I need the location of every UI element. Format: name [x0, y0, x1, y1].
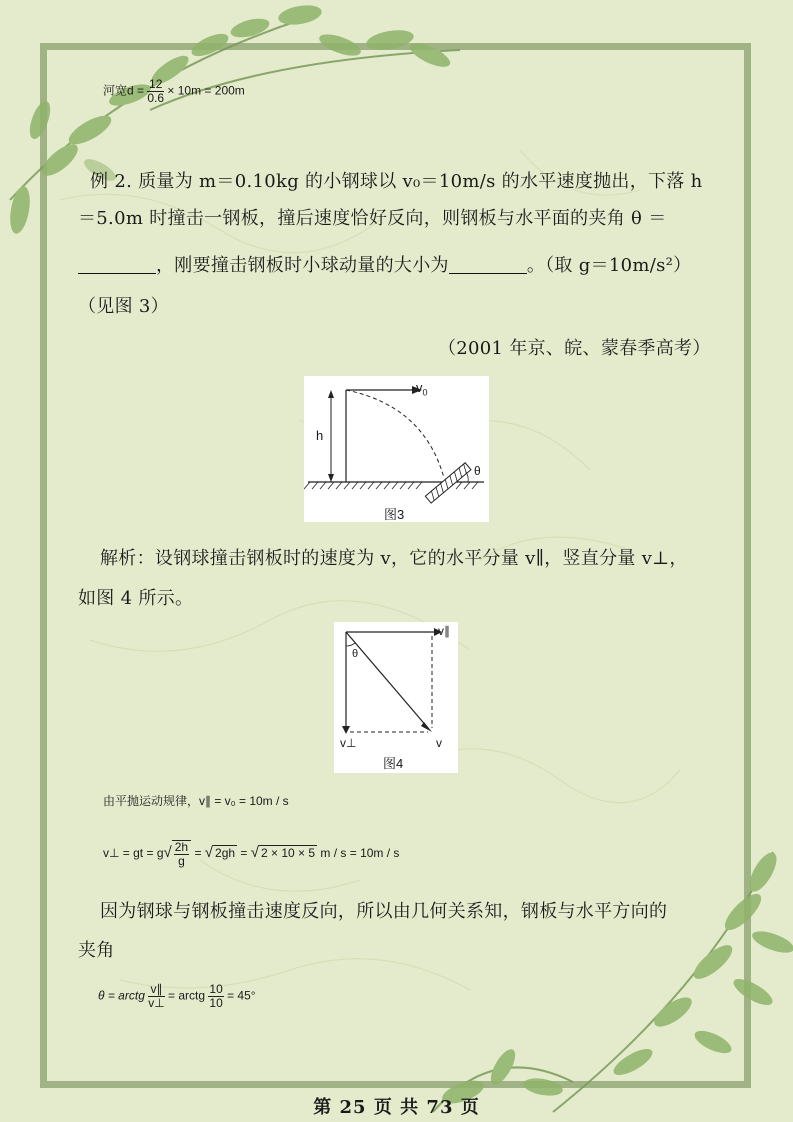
figure-4-caption: 图4: [383, 756, 404, 771]
fraction: $\frac{10}{10}$: [209, 982, 223, 1010]
example-source: （2001 年京、皖、蒙春季高考）: [438, 338, 711, 359]
figure-4-diagram: [334, 622, 458, 773]
leaves-bottom-right-decoration: [373, 842, 793, 1122]
analysis-line-2: 如图 4 所示。: [78, 588, 194, 609]
answer-blank-2[interactable]: [449, 255, 527, 274]
answer-blank-1[interactable]: [78, 255, 156, 274]
figure-3: [304, 376, 489, 522]
formula-angle: θ = arctg $\frac{v\parallel}{v\perp}$ = arctg $\frac{10}{10}$ = 45°: [98, 982, 256, 1010]
figure-3-caption: 图3: [384, 507, 405, 522]
fraction: $\frac{12}{0.6}$: [147, 77, 165, 105]
label-v-parallel: v∥: [438, 624, 450, 638]
formula-prefix: 河宽d =: [103, 83, 145, 98]
label-theta-3: θ: [474, 464, 481, 478]
analysis-line-1: 解析：设钢球撞击钢板时的速度为 v，它的水平分量 v∥，竖直分量 v⊥，: [100, 548, 688, 569]
label-h: h: [316, 428, 324, 443]
example-line-3: ，刚要撞击钢板时小球动量的大小为 。（取 g＝10m/s²）: [78, 247, 691, 284]
fraction: $\frac{2h}{g}$: [172, 840, 191, 868]
figure-3-diagram: [304, 376, 489, 522]
conclusion-line-1: 因为钢球与钢板撞击速度反向，所以由几何关系知，钢板与水平方向的: [100, 901, 668, 922]
current-page-number: 25: [339, 1097, 367, 1118]
label-v0: $v_0$: [416, 380, 428, 398]
figure-4: [334, 622, 458, 773]
formula-river-width: [103, 78, 245, 105]
label-v-perp: v⊥: [340, 736, 357, 750]
example-line-4: （见图 3）: [78, 296, 169, 317]
example-line-2: ＝5.0m 时撞击一钢板，撞后速度恰好反向，则钢板与水平面的夹角 θ ＝: [78, 208, 667, 229]
label-v: v: [436, 736, 442, 750]
label-theta-4: θ: [352, 648, 359, 660]
fraction: $\frac{v\parallel}{v\perp}$: [148, 982, 165, 1010]
formula-vertical-velocity: v⊥ = gt = g√ $\frac{2h}{g}$ = √ 2gh = √ 2 × 10 × 5 m / s = 10m / s: [103, 840, 400, 868]
page-footer: 第 25 页 共 73 页: [313, 1097, 480, 1118]
total-page-count: 73: [426, 1097, 454, 1118]
formula-horizontal-velocity: 由平抛运动规律，v∥ = v₀ = 10m / s: [103, 794, 289, 808]
conclusion-line-2: 夹角: [78, 940, 115, 961]
example-line-1: 例 2. 质量为 m＝0.10kg 的小钢球以 v₀＝10m/s 的水平速度抛出，下落 h: [90, 171, 703, 192]
formula-rest: × 10m = 200m: [167, 83, 245, 98]
